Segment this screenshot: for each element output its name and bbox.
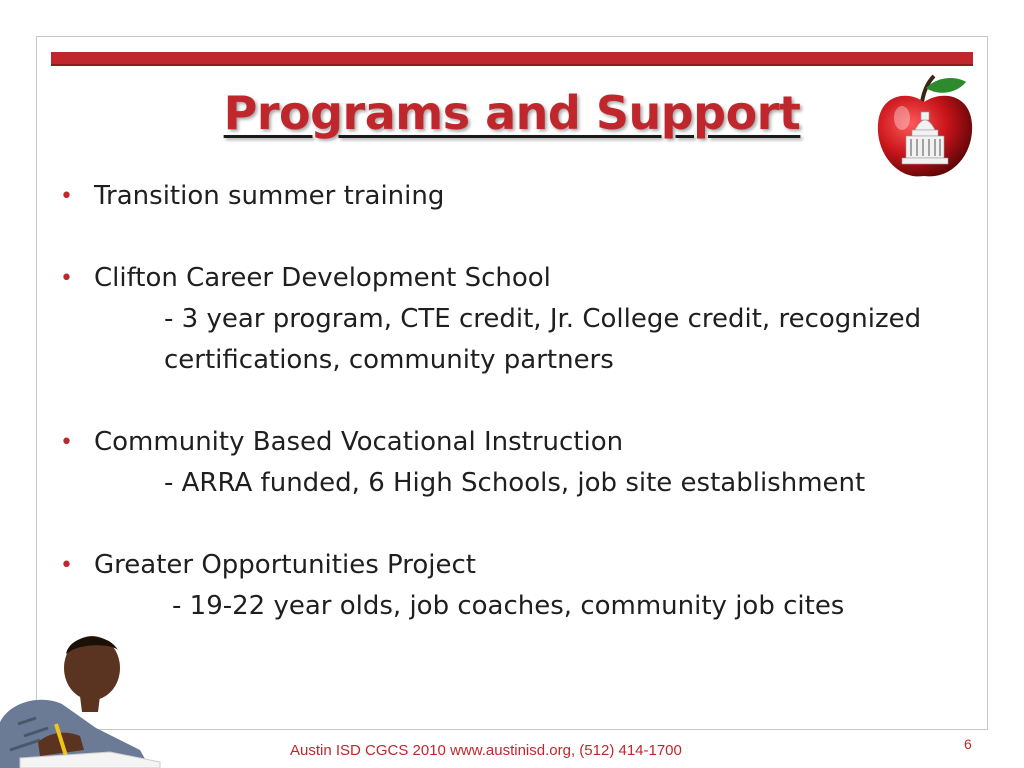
bullet-icon: •	[60, 553, 73, 578]
title-accent-bar	[51, 52, 973, 66]
bullet-detail: - 3 year program, CTE credit, Jr. College credit, recognized	[164, 304, 922, 334]
bullet-text: Greater Opportunities Project	[94, 550, 476, 580]
bullet-detail: certifications, community partners	[164, 345, 614, 375]
list-item	[56, 258, 976, 299]
bullet-text: Community Based Vocational Instruction	[94, 427, 624, 457]
footer-text: Austin ISD CGCS 2010 www.austinisd.org, (512) 414-1700	[290, 742, 682, 759]
page-number: 6	[964, 736, 972, 752]
apple-capitol-logo-icon	[872, 72, 978, 182]
slide-title: Programs and Support	[223, 86, 801, 140]
bullet-icon: •	[60, 266, 73, 291]
list-item	[56, 176, 976, 217]
bullet-text: Transition summer training	[94, 181, 445, 211]
bullet-icon: •	[60, 430, 73, 455]
bullet-icon: •	[60, 184, 73, 209]
student-writing-illustration-icon	[0, 632, 170, 768]
list-item	[56, 545, 976, 586]
bullet-list	[56, 176, 976, 627]
bullet-detail: - 19-22 year olds, job coaches, community job cites	[172, 591, 845, 621]
bullet-detail: - ARRA funded, 6 High Schools, job site establishment	[164, 468, 866, 498]
bullet-text: Clifton Career Development School	[94, 263, 551, 293]
list-item	[56, 422, 976, 463]
